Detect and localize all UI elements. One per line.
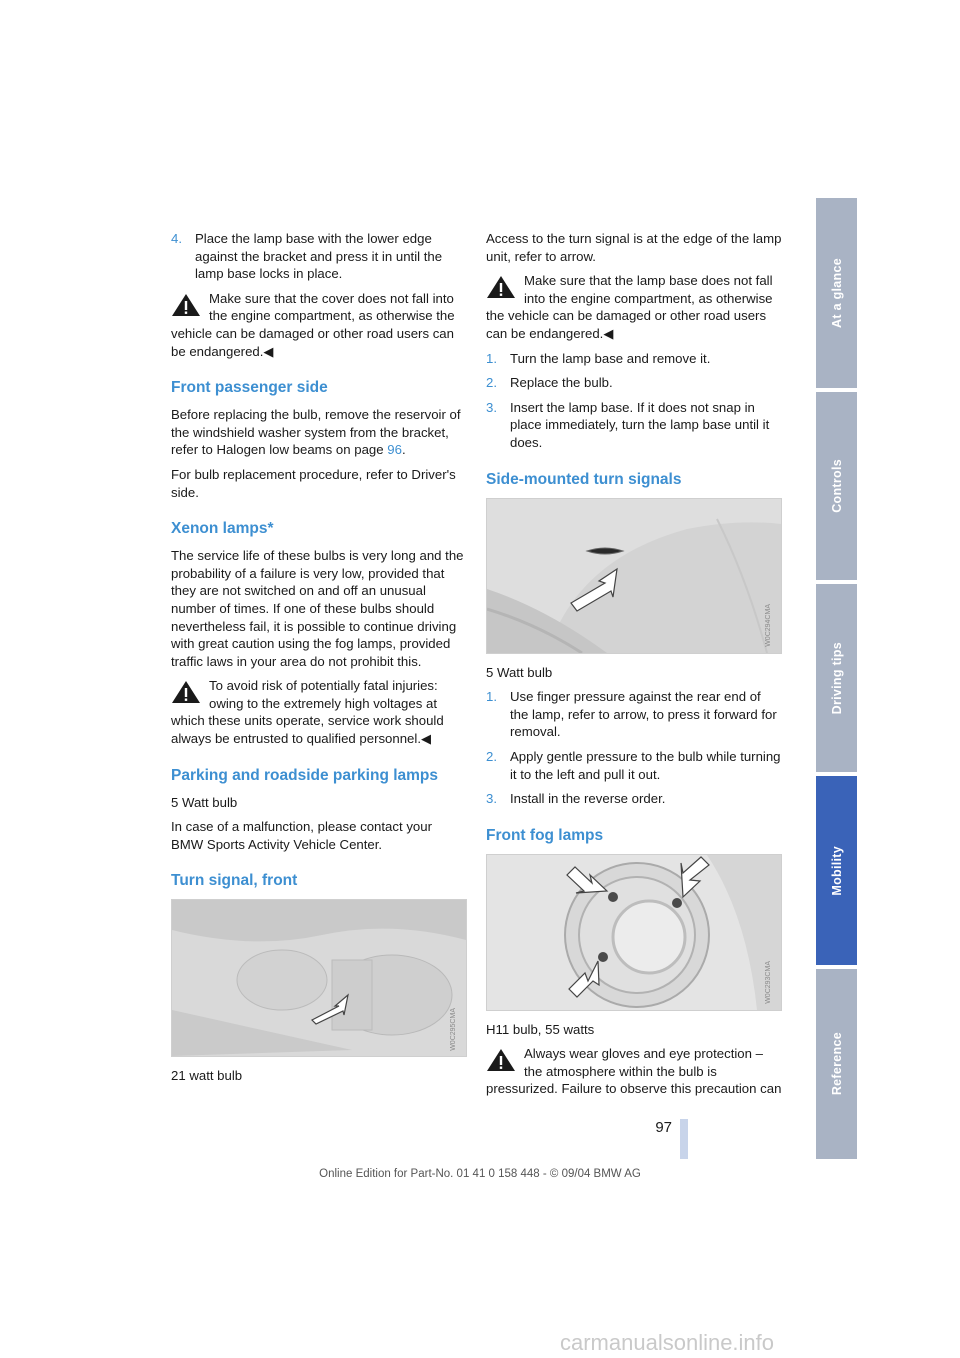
step-1	[486, 688, 782, 741]
warning-lamp-base	[486, 272, 782, 342]
step-4	[171, 230, 467, 283]
tab-driving-tips[interactable]: Driving tips	[816, 584, 857, 772]
footer-text: Online Edition for Part-No. 01 41 0 158 448 - © 09/04 BMW AG	[319, 1168, 641, 1180]
warning-triangle-icon	[486, 275, 516, 299]
fog-lamp-photo	[486, 854, 782, 1011]
step-text: Turn the lamp base and remove it.	[510, 350, 711, 366]
heading-xenon: Xenon lamps*	[171, 520, 274, 538]
warning-voltage	[171, 677, 467, 747]
paragraph: For bulb replacement procedure, refer to Driver's side.	[171, 466, 456, 500]
step-text: Install in the reverse order.	[510, 791, 666, 807]
warning-gloves	[486, 1045, 782, 1098]
fog-lamp-illustration	[487, 855, 781, 1010]
step-1	[486, 350, 782, 368]
heading-turn-front: Turn signal, front	[171, 872, 298, 890]
warning-triangle-icon	[486, 1048, 516, 1072]
tab-at-a-glance[interactable]: At a glance	[816, 198, 857, 388]
page-number: 97	[655, 1119, 672, 1136]
tab-mobility[interactable]: Mobility	[816, 776, 857, 965]
step-number: 2.	[486, 748, 497, 764]
paragraph: In case of a malfunction, please contact your BMW Sports Activity Vehicle Center.	[171, 819, 432, 852]
step-text: Apply gentle pressure to the bulb while turning it to the left and pull it out.	[510, 748, 781, 782]
heading-fog: Front fog lamps	[486, 826, 604, 844]
left-column	[171, 230, 467, 1092]
warning-text: Always wear gloves and eye protection – the atmosphere within the bulb is pressurized. Failure to observe this precaution can	[486, 1046, 782, 1097]
heading-side-turn: Side-mounted turn signals	[486, 470, 682, 488]
engine-bay-illustration	[172, 900, 466, 1056]
step-text: Replace the bulb.	[510, 375, 613, 391]
paragraph: Access to the turn signal is at the edge of the lamp unit, refer to arrow.	[486, 231, 782, 264]
paragraph: The service life of these bulbs is very long and the probability of a failure is very low, provided that they are not switched on and off an unusual number of times. If one of these bulbs should nevertheless fail, it is possible to continue driving with great caution using the fog lamps, provided traffic laws in your area do not prohibit this.	[171, 548, 464, 669]
step-number: 3.	[486, 399, 497, 415]
photo-code: W0C294CMA	[765, 603, 773, 647]
warning-text: To avoid risk of potentially fatal injuries: owing to the extremely high voltages at which these units operate, service work should always be entrusted to qualified personnel.◀	[171, 678, 444, 747]
paragraph: H11 bulb, 55 watts	[486, 1021, 595, 1037]
paragraph: 5 Watt bulb	[486, 664, 553, 680]
side-lamp-illustration	[487, 499, 781, 653]
watermark: carmanualsonline.info	[560, 1330, 775, 1355]
step-text: Insert the lamp base. If it does not snap in place immediately, turn the lamp base until it does.	[510, 399, 770, 450]
right-column	[486, 230, 782, 1105]
paragraph: 21 watt bulb	[171, 1068, 243, 1084]
steps-turn-signal	[486, 350, 782, 452]
steps-side-turn	[486, 688, 782, 808]
warning-text: Make sure that the lamp base does not fall into the engine compartment, as otherwise the vehicle can be damaged or other road users can be endangered.◀	[486, 273, 773, 341]
side-turn-signal-photo	[486, 498, 782, 654]
heading-parking: Parking and roadside parking lamps	[171, 766, 439, 784]
warning-text: Make sure that the cover does not fall into the engine compartment, as otherwise the vehicle can be damaged or other road users can be endangered.◀	[171, 290, 455, 359]
warning-triangle-icon	[171, 680, 201, 704]
step-number: 4.	[171, 231, 182, 246]
paragraph: 5 Watt bulb	[171, 794, 238, 810]
step-2	[486, 374, 782, 392]
photo-code: W0C295CMA	[450, 1007, 458, 1051]
step-number: 3.	[486, 791, 497, 807]
page-link[interactable]: 96	[387, 442, 402, 458]
warning-cover	[171, 290, 467, 360]
step-text: Place the lamp base with the lower edge against the bracket and press it in until the lamp base locks in place.	[195, 231, 443, 282]
step-number: 1.	[486, 350, 497, 366]
step-number: 1.	[486, 689, 497, 705]
warning-triangle-icon	[171, 293, 201, 317]
photo-code: W0C293CMA	[765, 960, 773, 1004]
step-number: 2.	[486, 375, 497, 391]
step-2	[486, 748, 782, 783]
page-number-bar	[680, 1119, 688, 1159]
step-3	[486, 399, 782, 452]
step-text: Use finger pressure against the rear end of the lamp, refer to arrow, to press it forward for removal.	[510, 689, 777, 740]
tab-reference[interactable]: Reference	[816, 969, 857, 1159]
paragraph: Before replacing the bulb, remove the reservoir of the windshield washer system from the bracket, refer to Halogen low beams on page 96.	[171, 407, 461, 458]
tab-controls[interactable]: Controls	[816, 392, 857, 580]
step-3	[486, 790, 782, 808]
turn-signal-front-photo	[171, 899, 467, 1057]
section-tabs	[816, 198, 857, 1159]
heading-front-passenger: Front passenger side	[171, 379, 328, 397]
